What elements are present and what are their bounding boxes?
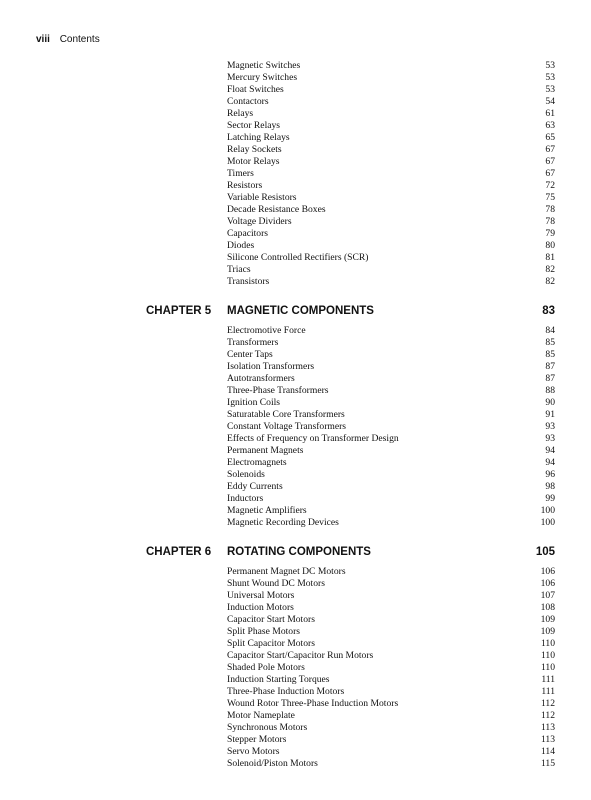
toc-entry[interactable]	[227, 216, 555, 228]
toc-entry-page: 80	[545, 240, 555, 251]
toc-entry-page: 110	[540, 638, 555, 649]
toc-entry[interactable]	[227, 192, 555, 204]
toc-entry[interactable]	[227, 168, 555, 180]
toc-entry-page: 72	[545, 180, 555, 191]
toc-entry[interactable]	[227, 746, 555, 758]
toc-entry-title: Universal Motors	[227, 590, 295, 601]
toc-entry-page: 81	[545, 252, 555, 263]
toc-entry-title: Autotransformers	[227, 373, 295, 384]
toc-entry-page: 109	[540, 614, 555, 625]
toc-entry[interactable]	[227, 626, 555, 638]
toc-entry-title: Eddy Currents	[227, 481, 283, 492]
toc-entry-title: Three-Phase Induction Motors	[227, 686, 345, 697]
toc-entry-title: Mercury Switches	[227, 72, 298, 83]
toc-entry-title: Three-Phase Transformers	[227, 385, 329, 396]
toc-entry-title: Resistors	[227, 180, 263, 191]
chapter-title: ROTATING COMPONENTS	[227, 546, 371, 558]
toc-entry-page: 63	[545, 120, 555, 131]
table-of-contents	[0, 60, 591, 770]
toc-entry[interactable]	[227, 361, 555, 373]
toc-entry-title: Magnetic Switches	[227, 60, 301, 71]
chapter-block	[0, 541, 591, 770]
toc-entry-page: 67	[545, 144, 555, 155]
toc-entry-title: Electromotive Force	[227, 325, 306, 336]
toc-entry[interactable]	[227, 132, 555, 144]
chapter-page: 83	[542, 305, 555, 317]
toc-entry-page: 115	[540, 758, 555, 769]
chapter-entry-list	[227, 566, 555, 770]
toc-entry[interactable]	[227, 722, 555, 734]
toc-entry-page: 99	[545, 493, 555, 504]
toc-entry[interactable]	[227, 457, 555, 469]
toc-entry-title: Transformers	[227, 337, 279, 348]
toc-entry-title: Relay Sockets	[227, 144, 282, 155]
toc-entry-title: Decade Resistance Boxes	[227, 204, 326, 215]
toc-entry-page: 98	[545, 481, 555, 492]
toc-entry[interactable]	[227, 433, 555, 445]
toc-entry[interactable]	[227, 397, 555, 409]
toc-entry-title: Electromagnets	[227, 457, 287, 468]
toc-entry-page: 78	[545, 204, 555, 215]
toc-entry[interactable]	[227, 84, 555, 96]
toc-entry-page: 78	[545, 216, 555, 227]
toc-entry-page: 108	[540, 602, 555, 613]
toc-entry-title: Stepper Motors	[227, 734, 287, 745]
toc-entry[interactable]	[227, 72, 555, 84]
toc-entry-page: 93	[545, 421, 555, 432]
toc-entry-page: 67	[545, 168, 555, 179]
toc-entry[interactable]	[227, 120, 555, 132]
toc-entry-title: Motor Nameplate	[227, 710, 295, 721]
toc-entry-title: Latching Relays	[227, 132, 290, 143]
toc-entry-title: Constant Voltage Transformers	[227, 421, 347, 432]
toc-entry-page: 113	[540, 722, 555, 733]
toc-entry-title: Float Switches	[227, 84, 284, 95]
toc-entry[interactable]	[227, 337, 555, 349]
toc-entry[interactable]	[227, 602, 555, 614]
toc-entry-page: 90	[545, 397, 555, 408]
toc-entry-title: Sector Relays	[227, 120, 281, 131]
toc-entry[interactable]	[227, 349, 555, 361]
toc-entry-page: 94	[545, 457, 555, 468]
chapter-heading[interactable]	[0, 300, 591, 322]
chapter-list	[0, 300, 591, 770]
toc-entry-title: Servo Motors	[227, 746, 280, 757]
toc-entry[interactable]	[227, 325, 555, 337]
toc-entry[interactable]	[227, 60, 555, 72]
toc-entry-title: Synchronous Motors	[227, 722, 308, 733]
toc-entry[interactable]	[227, 566, 555, 578]
toc-entry-page: 87	[545, 361, 555, 372]
toc-entry[interactable]	[227, 228, 555, 240]
toc-entry-page: 112	[540, 710, 555, 721]
toc-entry-title: Silicone Controlled Rectifiers (SCR)	[227, 252, 369, 263]
toc-entry-title: Solenoid/Piston Motors	[227, 758, 318, 769]
toc-entry-title: Relays	[227, 108, 254, 119]
toc-entry[interactable]	[227, 180, 555, 192]
toc-entry-title: Contactors	[227, 96, 269, 107]
toc-entry-page: 61	[545, 108, 555, 119]
toc-entry[interactable]	[227, 96, 555, 108]
toc-entry[interactable]	[227, 734, 555, 746]
toc-entry-page: 96	[545, 469, 555, 480]
toc-entry[interactable]	[227, 650, 555, 662]
toc-entry-page: 109	[540, 626, 555, 637]
toc-entry-page: 113	[540, 734, 555, 745]
toc-entry[interactable]	[227, 578, 555, 590]
toc-entry[interactable]	[227, 156, 555, 168]
toc-entry-title: Voltage Dividers	[227, 216, 292, 227]
toc-entry-title: Solenoids	[227, 469, 265, 480]
toc-entry[interactable]	[227, 385, 555, 397]
toc-entry-page: 100	[540, 517, 555, 528]
toc-entry-title: Shunt Wound DC Motors	[227, 578, 325, 589]
toc-entry-page: 75	[545, 192, 555, 203]
chapter-page: 105	[535, 546, 555, 558]
toc-entry-title: Center Taps	[227, 349, 273, 360]
toc-entry-page: 88	[545, 385, 555, 396]
toc-entry-title: Effects of Frequency on Transformer Design	[227, 433, 399, 444]
toc-entry-title: Capacitor Start Motors	[227, 614, 315, 625]
toc-entry-title: Transistors	[227, 276, 270, 287]
toc-entry-page: 53	[545, 84, 555, 95]
toc-entry-page: 111	[541, 674, 555, 685]
toc-entry-page: 54	[545, 96, 555, 107]
toc-entry-title: Magnetic Recording Devices	[227, 517, 339, 528]
toc-entry-title: Saturatable Core Transformers	[227, 409, 345, 420]
toc-entry-page: 106	[540, 578, 555, 589]
toc-entry-title: Split Capacitor Motors	[227, 638, 315, 649]
toc-entry[interactable]	[227, 638, 555, 650]
toc-entry-page: 53	[545, 72, 555, 83]
toc-entry-title: Induction Motors	[227, 602, 294, 613]
toc-entry[interactable]	[227, 421, 555, 433]
toc-entry[interactable]	[227, 590, 555, 602]
toc-entry[interactable]	[227, 710, 555, 722]
chapter-title: MAGNETIC COMPONENTS	[227, 305, 374, 317]
toc-entry-page: 106	[540, 566, 555, 577]
toc-entry[interactable]	[227, 614, 555, 626]
chapter-heading[interactable]	[0, 541, 591, 563]
toc-entry[interactable]	[227, 373, 555, 385]
toc-entry-page: 67	[545, 156, 555, 167]
toc-entry-page: 65	[545, 132, 555, 143]
toc-entry-page: 82	[545, 264, 555, 275]
toc-entry[interactable]	[227, 493, 555, 505]
toc-entry[interactable]	[227, 240, 555, 252]
toc-entry-title: Permanent Magnets	[227, 445, 304, 456]
toc-entry[interactable]	[227, 264, 555, 276]
toc-entry-page: 84	[545, 325, 555, 336]
chapter-block	[0, 300, 591, 529]
toc-entry-title: Shaded Pole Motors	[227, 662, 305, 673]
toc-entry[interactable]	[227, 276, 555, 288]
toc-entry[interactable]	[227, 481, 555, 493]
toc-entry[interactable]	[227, 662, 555, 674]
toc-entry-title: Variable Resistors	[227, 192, 297, 203]
toc-entry-title: Triacs	[227, 264, 251, 275]
toc-entry-title: Timers	[227, 168, 254, 179]
toc-entry-title: Induction Starting Torques	[227, 674, 330, 685]
toc-entry-page: 110	[540, 650, 555, 661]
toc-entry[interactable]	[227, 505, 555, 517]
toc-entry-page: 114	[540, 746, 555, 757]
toc-entry[interactable]	[227, 698, 555, 710]
toc-entry-page: 100	[540, 505, 555, 516]
toc-entry-page: 85	[545, 337, 555, 348]
toc-entry[interactable]	[227, 204, 555, 216]
toc-entry-title: Wound Rotor Three-Phase Induction Motors	[227, 698, 399, 709]
toc-entry-page: 110	[540, 662, 555, 673]
toc-entry[interactable]	[227, 758, 555, 770]
chapter-label: CHAPTER 5	[146, 305, 212, 317]
toc-entry-page: 85	[545, 349, 555, 360]
toc-entry[interactable]	[227, 674, 555, 686]
toc-entry[interactable]	[227, 686, 555, 698]
toc-entry-page: 94	[545, 445, 555, 456]
toc-entry-title: Ignition Coils	[227, 397, 281, 408]
toc-entry-page: 112	[540, 698, 555, 709]
toc-entry-page: 87	[545, 373, 555, 384]
continued-entry-list	[227, 60, 555, 288]
toc-entry-title: Capacitors	[227, 228, 269, 239]
running-head	[36, 34, 100, 45]
toc-entry-page: 82	[545, 276, 555, 287]
toc-entry-title: Motor Relays	[227, 156, 280, 167]
toc-entry[interactable]	[227, 445, 555, 457]
page-number: viii	[36, 34, 50, 45]
toc-entry-page: 79	[545, 228, 555, 239]
chapter-label: CHAPTER 6	[146, 546, 212, 558]
toc-entry-title: Inductors	[227, 493, 264, 504]
toc-entry-title: Diodes	[227, 240, 255, 251]
toc-entry-page: 111	[541, 686, 555, 697]
toc-entry[interactable]	[227, 108, 555, 120]
toc-entry-title: Capacitor Start/Capacitor Run Motors	[227, 650, 374, 661]
toc-entry-title: Split Phase Motors	[227, 626, 301, 637]
toc-entry-page: 53	[545, 60, 555, 71]
toc-entry-page: 107	[540, 590, 555, 601]
toc-entry[interactable]	[227, 469, 555, 481]
toc-entry-title: Magnetic Amplifiers	[227, 505, 307, 516]
toc-entry[interactable]	[227, 252, 555, 264]
toc-entry[interactable]	[227, 517, 555, 529]
toc-entry[interactable]	[227, 144, 555, 156]
running-head-label: Contents	[59, 34, 100, 45]
toc-entry[interactable]	[227, 409, 555, 421]
toc-entry-page: 93	[545, 433, 555, 444]
toc-entry-page: 91	[545, 409, 555, 420]
toc-entry-title: Isolation Transformers	[227, 361, 315, 372]
toc-entry-title: Permanent Magnet DC Motors	[227, 566, 346, 577]
chapter-entry-list	[227, 325, 555, 529]
